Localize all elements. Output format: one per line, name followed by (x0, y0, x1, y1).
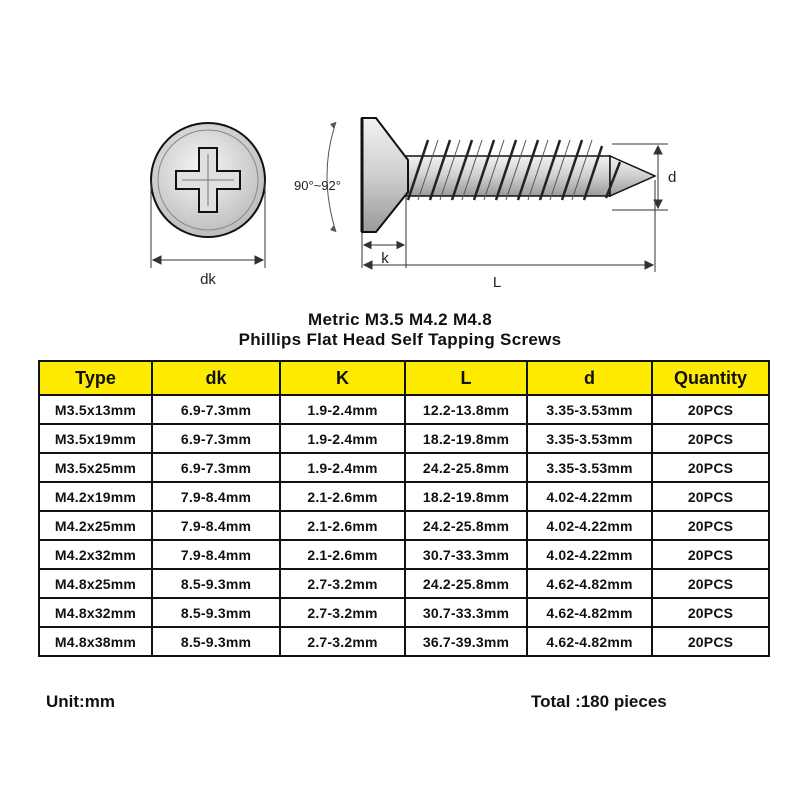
table-row (39, 424, 769, 453)
cell-k: 1.9-2.4mm (280, 453, 405, 482)
table-row (39, 569, 769, 598)
cell-dk: 7.9-8.4mm (152, 482, 280, 511)
title-line-1: Metric M3.5 M4.2 M4.8 (308, 310, 492, 329)
cell-l: 24.2-25.8mm (405, 511, 527, 540)
cell-dk: 6.9-7.3mm (152, 395, 280, 424)
d-label: d (668, 169, 677, 186)
cell-k: 2.1-2.6mm (280, 511, 405, 540)
cell-dk: 8.5-9.3mm (152, 569, 280, 598)
table-header-row (39, 361, 769, 395)
cell-k: 2.7-3.2mm (280, 627, 405, 656)
cell-l: 24.2-25.8mm (405, 569, 527, 598)
cell-d: 4.02-4.22mm (527, 511, 652, 540)
cell-d: 3.35-3.53mm (527, 424, 652, 453)
cell-d: 4.02-4.22mm (527, 482, 652, 511)
cell-k: 2.1-2.6mm (280, 540, 405, 569)
cell-d: 4.02-4.22mm (527, 540, 652, 569)
title-line-2: Phillips Flat Head Self Tapping Screws (238, 330, 562, 349)
cell-l: 30.7-33.3mm (405, 540, 527, 569)
cell-k: 1.9-2.4mm (280, 395, 405, 424)
cell-d: 4.62-4.82mm (527, 627, 652, 656)
specification-table (38, 360, 770, 657)
cell-type: M3.5x13mm (39, 395, 152, 424)
cell-type: M4.2x19mm (39, 482, 152, 511)
cell-l: 18.2-19.8mm (405, 424, 527, 453)
column-header-l: L (405, 361, 527, 395)
cell-l: 36.7-39.3mm (405, 627, 527, 656)
cell-dk: 8.5-9.3mm (152, 598, 280, 627)
cell-quantity: 20PCS (652, 540, 769, 569)
table-row (39, 540, 769, 569)
l-label: L (492, 274, 502, 291)
cell-k: 2.1-2.6mm (280, 482, 405, 511)
cell-type: M4.8x32mm (39, 598, 152, 627)
cell-l: 18.2-19.8mm (405, 482, 527, 511)
cell-quantity: 20PCS (652, 424, 769, 453)
cell-type: M3.5x25mm (39, 453, 152, 482)
cell-quantity: 20PCS (652, 598, 769, 627)
table-row (39, 598, 769, 627)
cell-quantity: 20PCS (652, 569, 769, 598)
table-row (39, 395, 769, 424)
cell-l: 24.2-25.8mm (405, 453, 527, 482)
cell-dk: 8.5-9.3mm (152, 627, 280, 656)
cell-k: 1.9-2.4mm (280, 424, 405, 453)
cell-dk: 7.9-8.4mm (152, 511, 280, 540)
cell-d: 4.62-4.82mm (527, 598, 652, 627)
table-row (39, 482, 769, 511)
screw-diagram (0, 0, 800, 300)
cell-d: 3.35-3.53mm (527, 395, 652, 424)
cell-quantity: 20PCS (652, 482, 769, 511)
cell-type: M4.8x25mm (39, 569, 152, 598)
angle-label: 90°~92° (294, 178, 341, 193)
column-header-type: Type (39, 361, 152, 395)
cell-d: 4.62-4.82mm (527, 569, 652, 598)
column-header-dk: dk (152, 361, 280, 395)
table-row (39, 511, 769, 540)
cell-quantity: 20PCS (652, 511, 769, 540)
cell-l: 12.2-13.8mm (405, 395, 527, 424)
head-angle-arc (327, 122, 336, 232)
unit-label: Unit:mm (46, 692, 115, 711)
column-header-k: K (280, 361, 405, 395)
cell-l: 30.7-33.3mm (405, 598, 527, 627)
cell-type: M4.8x38mm (39, 627, 152, 656)
cell-quantity: 20PCS (652, 453, 769, 482)
k-label: k (381, 250, 389, 267)
table-row (39, 627, 769, 656)
cell-d: 3.35-3.53mm (527, 453, 652, 482)
column-header-d: d (527, 361, 652, 395)
cell-dk: 6.9-7.3mm (152, 453, 280, 482)
table-row (39, 453, 769, 482)
screw-head-top-view (151, 123, 265, 237)
column-header-quantity: Quantity (652, 361, 769, 395)
cell-quantity: 20PCS (652, 627, 769, 656)
cell-k: 2.7-3.2mm (280, 598, 405, 627)
dk-label: dk (200, 271, 216, 288)
cell-type: M4.2x25mm (39, 511, 152, 540)
cell-type: M3.5x19mm (39, 424, 152, 453)
cell-dk: 7.9-8.4mm (152, 540, 280, 569)
cell-type: M4.2x32mm (39, 540, 152, 569)
total-label: Total :180 pieces (531, 692, 667, 711)
cell-dk: 6.9-7.3mm (152, 424, 280, 453)
cell-quantity: 20PCS (652, 395, 769, 424)
cell-k: 2.7-3.2mm (280, 569, 405, 598)
